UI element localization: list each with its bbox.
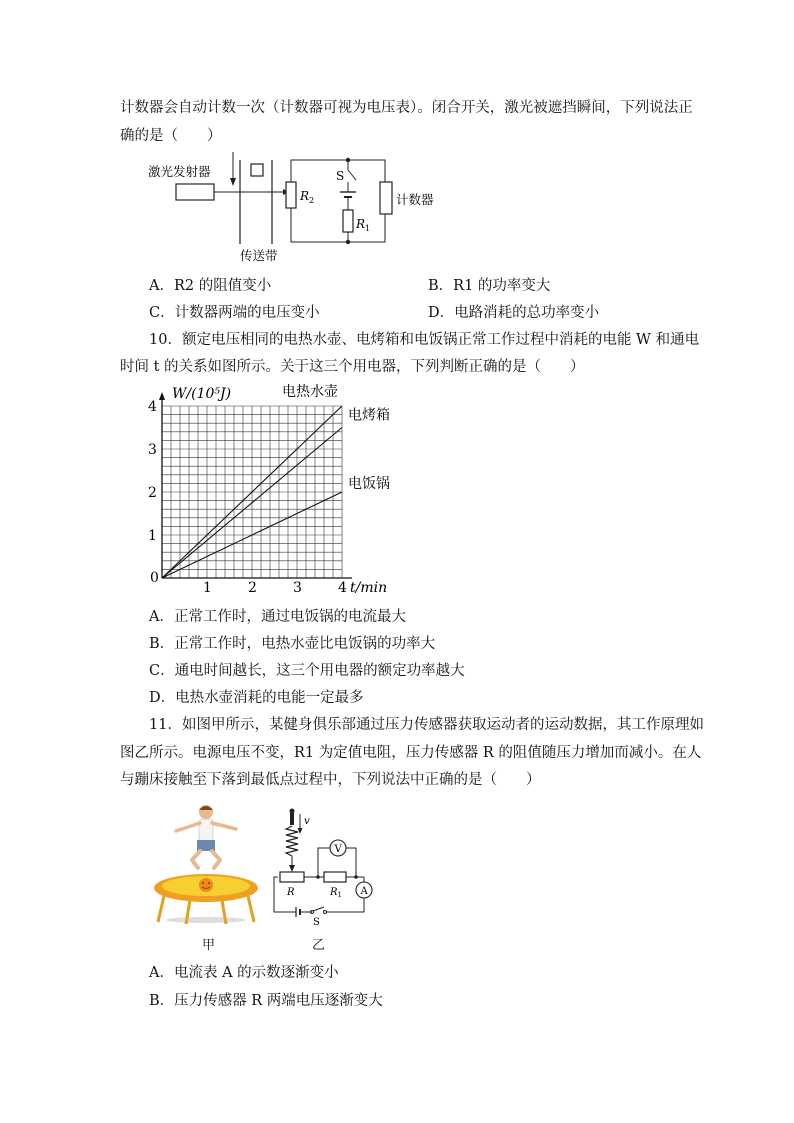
y-tick-label: 4 xyxy=(148,399,157,415)
smiley-face-icon xyxy=(199,878,213,892)
chart-labels xyxy=(148,383,390,596)
switch-s xyxy=(348,170,356,180)
velocity-label: v xyxy=(304,816,310,827)
q10-stem-line2: 时间 t 的关系如图所示。关于这三个用电器，下列判断正确的是（ ） xyxy=(120,359,585,375)
figure-jia-label: 甲 xyxy=(202,938,216,953)
r1-label: $R_1$ xyxy=(356,217,371,233)
belt-label: 传送带 xyxy=(240,248,278,263)
q10-option-b[interactable]: B．正常工作时，电热水壶比电饭锅的功率大 xyxy=(149,636,436,652)
chart-axes xyxy=(159,392,352,578)
ammeter-label: A xyxy=(360,886,368,897)
q10-option-d[interactable]: D．电热水壶消耗的电能一定最多 xyxy=(149,690,364,706)
y-tick-label: 2 xyxy=(148,485,157,501)
q9-stem-line1: 计数器会自动计数一次（计数器可视为电压表）。闭合开关，激光被遮挡瞬间，下列说法正 xyxy=(120,100,693,116)
person-marker-head xyxy=(290,809,295,814)
sensor-r xyxy=(280,872,304,882)
y-axis-arrow xyxy=(159,392,165,400)
person-marker-body xyxy=(290,813,294,825)
q11-option-a[interactable]: A．电流表 A 的示数逐渐变小 xyxy=(149,965,339,981)
q10-stem-line1: 10．额定电压相同的电热水壶、电烤箱和电饭锅正常工作过程中消耗的电能 W 和通电 xyxy=(149,332,700,348)
object-box xyxy=(251,164,263,176)
r2-label: $R_2$ xyxy=(300,189,315,205)
q10-energy-time-chart xyxy=(140,380,400,600)
q11-option-b[interactable]: B．压力传感器 R 两端电压逐渐变大 xyxy=(149,993,383,1009)
q9-option-b[interactable]: B．R1 的功率变大 xyxy=(428,278,551,294)
x-tick-label: 2 xyxy=(248,580,257,596)
resistor-r1-label: $R_1$ xyxy=(330,887,342,899)
switch-node-top xyxy=(346,158,350,162)
counter-box xyxy=(380,182,392,214)
q11-trampoline-photo xyxy=(150,796,262,926)
wire-bottom xyxy=(291,208,385,242)
q9-circuit-figure xyxy=(140,148,434,270)
sensor-r-label: R xyxy=(287,887,295,898)
switch-s-2-label: S xyxy=(313,917,320,928)
y-tick-label: 1 xyxy=(148,528,157,544)
x-tick-label: 1 xyxy=(203,580,212,596)
resistor-r1 xyxy=(324,872,346,882)
q9-option-a[interactable]: A．R2 的阻值变小 xyxy=(149,278,272,294)
counter-label: 计数器 xyxy=(396,192,434,207)
spring xyxy=(286,826,298,856)
trampoline-shadow xyxy=(166,917,246,923)
q9-stem-line2: 确的是（ ） xyxy=(120,128,222,144)
voltmeter-label: V xyxy=(334,844,342,855)
figure-yi-label: 乙 xyxy=(312,938,326,953)
x-tick-label: 4 xyxy=(338,580,347,596)
drop-arrow-head xyxy=(230,178,236,186)
slider-arrow xyxy=(289,865,295,872)
q11-stem-line1: 11．如图甲所示，某健身俱乐部通过压力传感器获取运动者的运动数据，其工作原理如 xyxy=(149,717,704,733)
q11-stem-line2: 图乙所示。电源电压不变，R1 为定值电阻，压力传感器 R 的阻值随压力增加而减小。在人 xyxy=(120,745,702,761)
series-label-2: 电烤箱 xyxy=(348,407,390,424)
r1-resistor xyxy=(343,210,353,232)
x-tick-label: 3 xyxy=(293,580,302,596)
y-tick-label: 3 xyxy=(148,442,157,458)
x-axis-label: t/min xyxy=(350,580,388,596)
laser-emitter-label: 激光发射器 xyxy=(148,164,211,179)
switch-s-2 xyxy=(313,907,324,911)
q11-circuit-figure xyxy=(268,808,378,926)
laser-emitter xyxy=(176,184,214,200)
series-label-3: 电饭锅 xyxy=(348,476,390,492)
switch-label: S xyxy=(336,169,345,183)
q10-option-c[interactable]: C．通电时间越长，这三个用电器的额定功率越大 xyxy=(149,663,465,679)
series-label-1: 电热水壶 xyxy=(282,384,338,400)
q9-option-c[interactable]: C．计数器两端的电压变小 xyxy=(149,305,320,321)
y-axis-label: W/(10⁵J) xyxy=(172,386,232,402)
q10-option-a[interactable]: A．正常工作时，通过电饭锅的电流最大 xyxy=(149,609,406,625)
r2-photoresistor xyxy=(286,182,296,208)
x-tick-label: 0 xyxy=(150,570,159,586)
q9-option-d[interactable]: D．电路消耗的总功率变小 xyxy=(428,305,600,321)
q11-stem-line3: 与蹦床接触至下落到最低点过程中，下列说法中正确的是（ ） xyxy=(120,772,541,788)
